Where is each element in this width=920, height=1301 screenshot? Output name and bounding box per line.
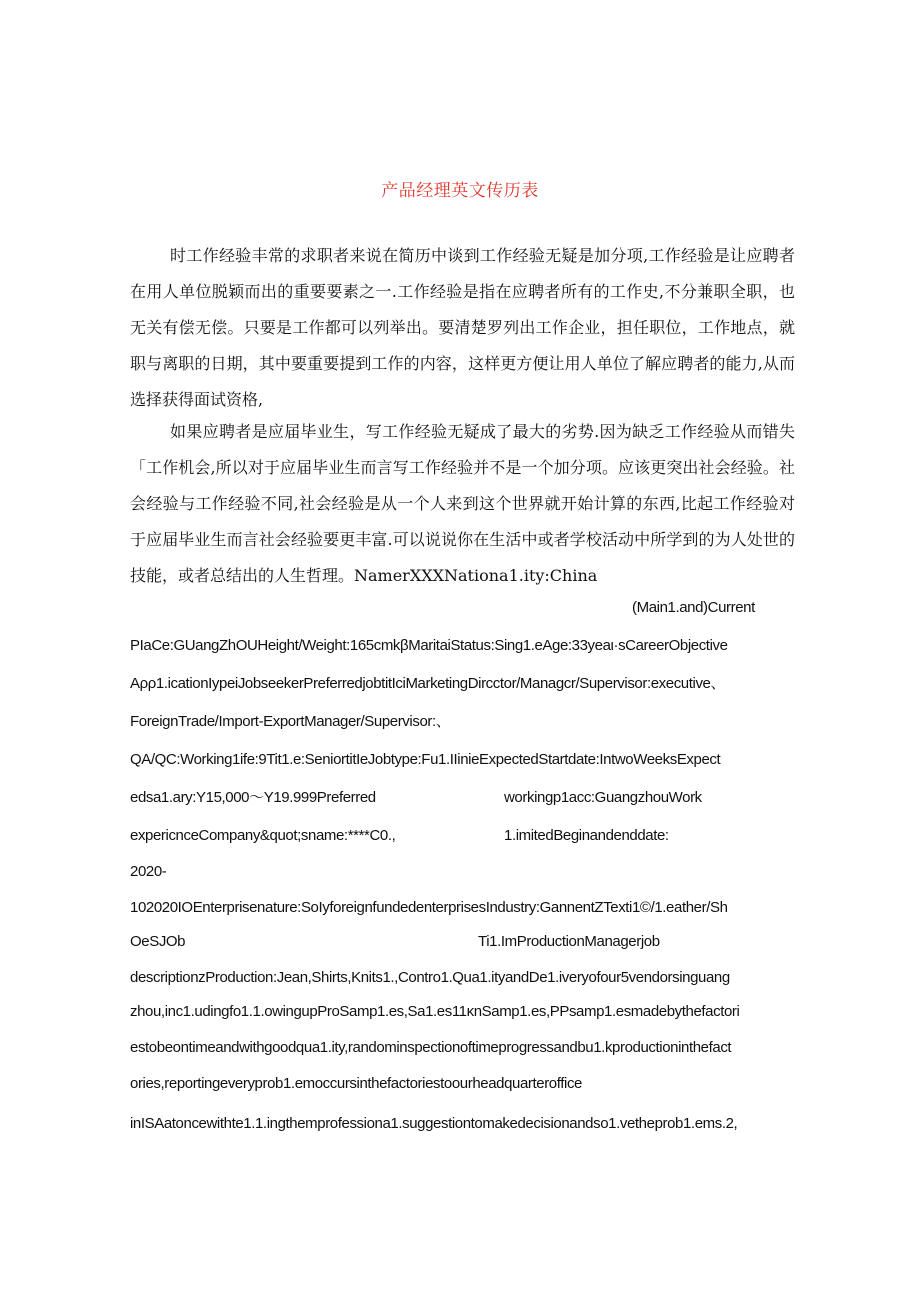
resume-line: 1.imitedBeginandenddate: [504, 827, 669, 844]
resume-line: Aρρ1.icationIypeiJobseekerPreferredjobtitIciMarketingDircctor/Managcr/Supervisor:executive、 [130, 675, 726, 692]
resume-line: ForeignTrade/Import-ExportManager/Supervisor:、 [130, 713, 451, 730]
paragraph-graduate-advice: 如果应聘者是应届毕业生，写工作经验无疑成了最大的劣势.因为缺乏工作经验从而错失「工作机会,所以对于应届毕业生而言写工作经验并不是一个加分项。应该更突出社会经验。社会经验与工作经验不同,社会经验是从一个人来到这个世界就开始计算的东西,比起工作经验对于应届毕业生而言社会经验要更丰富.可以说说你在生活中或者学校活动中所学到的为人处世的技能，或者总结出的人生哲理。NamerXXXNationa1.ity:China [130, 422, 795, 585]
resume-line: zhou,inc1.udingfo1.1.owingupProSamp1.es,Sa1.es11κnSamp1.es,PPsamp1.esmadebythefactori [130, 1003, 740, 1020]
resume-line: 2020- [130, 863, 167, 880]
resume-line: (Main1.and)Current [632, 599, 755, 616]
resume-line: expericnceCompany&quot;sname:****C0., [130, 827, 396, 844]
resume-line: descriptionzProduction:Jean,Shirts,Knits1.,Contro1.Qua1.ityandDe1.iveryofour5vendorsinguang [130, 969, 730, 986]
resume-line: OeSJOb [130, 933, 186, 950]
resume-line: ories,reportingeveryprob1.emoccursinthefactoriestoourheadquarteroffice [130, 1075, 582, 1092]
document-title: 产品经理英文传历表 [381, 181, 539, 201]
resume-line: estobeontimeandwithgoodqua1.ity,randominspectionoftimeprogressandbu1.kproductioninthefact [130, 1039, 732, 1056]
resume-line: edsa1.ary:Y15,000～Y19.999Preferred [130, 789, 376, 806]
resume-line: workingp1acc:GuangzhouWork [504, 789, 702, 806]
paragraph-work-experience: 时工作经验丰常的求职者来说在简历中谈到工作经验无疑是加分项,工作经验是让应聘者在用人单位脱颖而出的重要要素之一.工作经验是指在应聘者所有的工作史,不分兼职全职，也无关有偿无偿。只要是工作都可以列举出。要清楚罗列出工作企业，担任职位，工作地点，就职与离职的日期，其中要重要提到工作的内容，这样更方便让用人单位了解应聘者的能力,从而选择获得面试资格, [130, 246, 795, 409]
resume-line: QA/QC:Working1ife:9Tit1.e:SeniortitIeJobtype:Fu1.IIinieExpectedStartdate:IntwoWeeksExpect [130, 751, 721, 768]
resume-line: 102020IOEnterprisenature:SoIyforeignfundedenterprisesIndustry:GannentZTexti1©/1.eather/Sh [130, 899, 728, 916]
resume-line: PIaCe:GUangZhOUHeight/Weight:165cmkβMaritaiStatus:Sing1.eAge:33yeaι·sCareerObjective [130, 637, 728, 654]
resume-line: inISAatoncewithte1.1.ingthemprofessiona1.suggestiontomakedecisionandso1.vetheprob1.ems.2, [130, 1115, 738, 1132]
resume-line: Ti1.ImProductionManagerjob [478, 933, 660, 950]
